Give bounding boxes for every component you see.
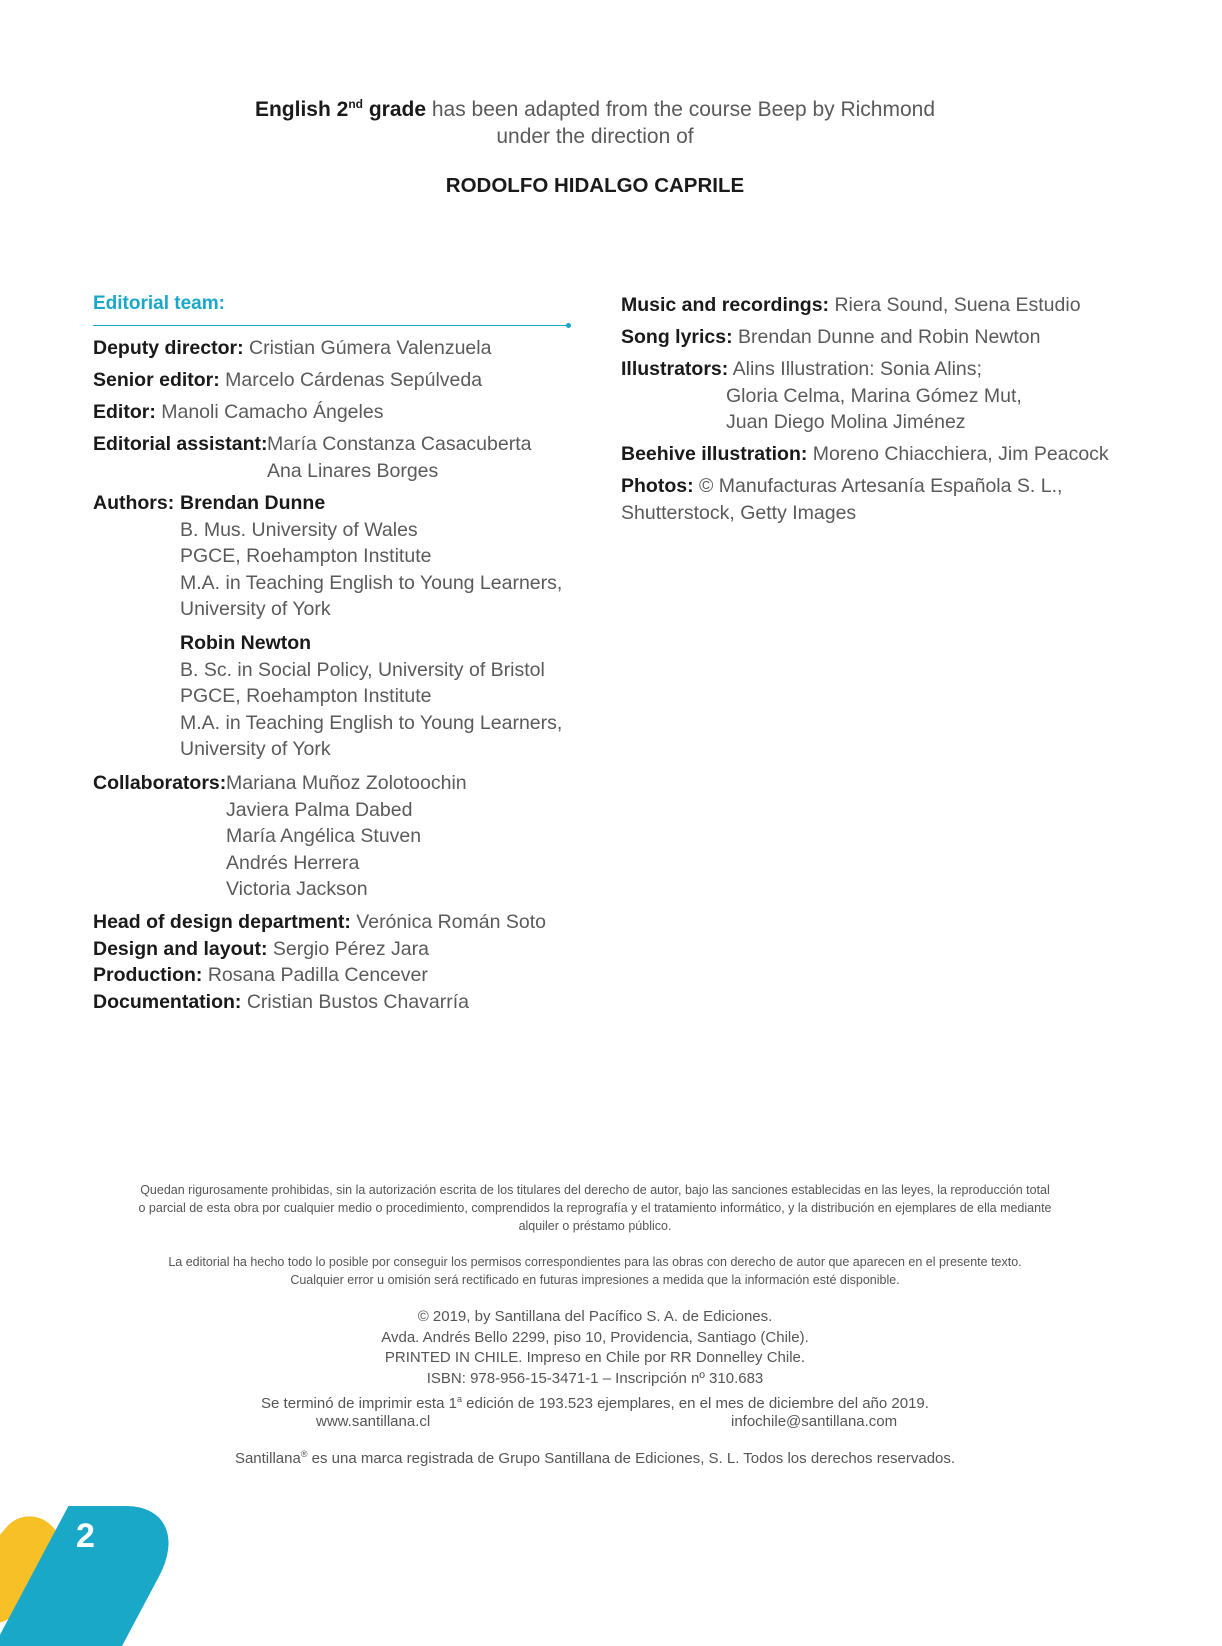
credit-line: PRINTED IN CHILE. Impreso en Chile por RR Donnelley Chile. [384,1349,806,1366]
print-run-line: Se terminó de imprimir esta 1$^a$ edición de 193.523 ejemplares, en el mes de diciembre del año 2019. [261,1394,929,1412]
illustrators-row: Illustrators: Alins Illustration: Sonia Alins; [621,358,982,380]
legal-line: o parcial de esta obra por cualquier medio o procedimiento, comprendidos la reprografía y el tratamiento informático, y la distribución en ejemplares de ella mediante [138,1201,1052,1215]
illustrator-name: Gloria Celma, Marina Gómez Mut, [726,385,1022,407]
trademark-notice: Santillana® es una marca registrada de Grupo Santillana de Ediciones, S. L. Todos los derechos reservados. [234,1449,956,1467]
permissions-notice [100,1253,1090,1289]
collaborators-label: Collaborators: [93,772,227,794]
author-name: Brendan Dunne [180,492,326,514]
collaborator-name: María Angélica Stuven [226,825,422,847]
illustrator-name: Juan Diego Molina Jiménez [726,411,966,433]
authors-label: Authors: [93,492,175,514]
heading-divider [93,325,569,326]
credit-line: Avda. Andrés Bello 2299, piso 10, Providencia, Santiago (Chile). [381,1328,809,1346]
author-credential: M.A. in Teaching English to Young Learners, [180,712,563,734]
publisher-credits [0,1307,1190,1415]
website-link[interactable]: www.santillana.cl [316,1413,431,1430]
legal-notice [100,1181,1090,1235]
title-line-2: under the direction of [496,125,694,148]
senior-editor-row: Senior editor: Marcelo Cárdenas Sepúlveda [93,369,483,391]
collaborator-name: Andrés Herrera [226,852,360,874]
legal-line: Quedan rigurosamente prohibidas, sin la autorización escrita de los titulares del derecho de autor, bajo las sanciones establecidas en las leyes, la reproducción total [140,1183,1050,1197]
collaborator-name: Javiera Palma Dabed [226,799,413,821]
photos-row: Photos: © Manufacturas Artesanía Española S. L., [621,475,1063,497]
editorial-assistant-row: Editorial assistant: [93,433,268,455]
legal-line: alquiler o préstamo público. [518,1219,672,1233]
author-credential: University of York [180,738,331,760]
collaborator-name: Mariana Muñoz Zolotoochin [226,772,467,794]
email-link[interactable]: infochile@santillana.com [731,1413,898,1430]
beehive-row: Beehive illustration: Moreno Chiacchiera, Jim Peacock [621,443,1109,465]
editor-row: Editor: Manoli Camacho Ángeles [93,401,384,423]
documentation-row: Documentation: Cristian Bustos Chavarría [93,991,470,1013]
editorial-assistant-value: María Constanza Casacuberta [267,433,532,455]
editorial-assistant-value: Ana Linares Borges [267,460,439,482]
author-credential: PGCE, Roehampton Institute [180,685,432,707]
title-line-1-rest: has been adapted from the course Beep by Richmond [426,98,936,121]
music-row: Music and recordings: Riera Sound, Suena Estudio [621,294,1081,316]
legal-line: La editorial ha hecho todo lo posible por conseguir los permisos correspondientes para las obras con derecho de autor que aparecen en el presente texto. [168,1255,1022,1269]
author-credential: University of York [180,598,331,620]
credit-line: © 2019, by Santillana del Pacífico S. A. de Ediciones. [417,1308,773,1325]
production-row: Production: Rosana Padilla Cencever [93,964,428,986]
song-lyrics-row: Song lyrics: Brendan Dunne and Robin Newton [621,326,1041,348]
design-layout-row: Design and layout: Sergio Pérez Jara [93,938,429,960]
credit-line: ISBN: 978-956-15-3471-1 – Inscripción nº 310.683 [426,1369,764,1387]
title-block [0,96,1190,150]
collaborator-name: Victoria Jackson [226,878,368,900]
author-credential: B. Mus. University of Wales [180,519,418,541]
editorial-team-heading: Editorial team: [93,293,225,314]
author-credential: B. Sc. in Social Policy, University of Bristol [180,659,545,681]
photos-sources: Shutterstock, Getty Images [621,502,857,524]
title-line-1 [0,96,1190,123]
author-credential: M.A. in Teaching English to Young Learners, [180,572,563,594]
legal-line: Cualquier error u omisión será rectificado en futuras impresiones a medida que la información esté disponible. [290,1273,900,1287]
director-name: RODOLFO HIDALGO CAPRILE [445,174,745,197]
author-name: Robin Newton [180,632,312,654]
author-credential: PGCE, Roehampton Institute [180,545,432,567]
head-of-design-row: Head of design department: Verónica Román Soto [93,911,546,933]
page-number: 2 [76,1517,95,1555]
course-name: English 2nd grade [254,97,427,121]
deputy-director-row: Deputy director: Cristian Gúmera Valenzuela [93,337,492,359]
